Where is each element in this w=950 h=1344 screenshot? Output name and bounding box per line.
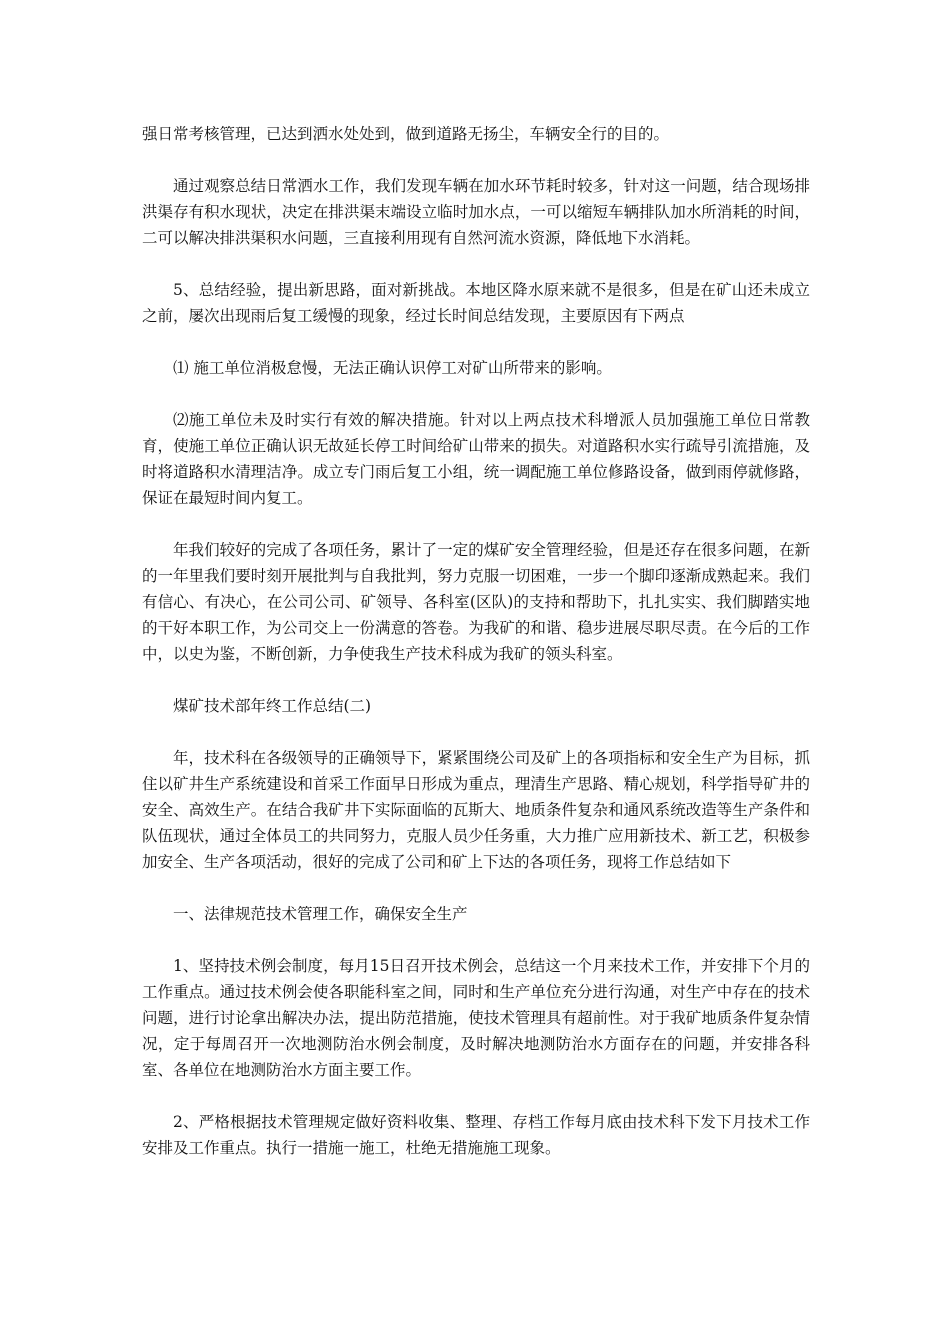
paragraph-reason-1: ⑴ 施工单位消极怠慢，无法正确认识停工对矿山所带来的影响。 — [173, 359, 612, 377]
paragraph-gap — [142, 719, 810, 745]
paragraph-gap — [142, 1083, 810, 1109]
paragraph-gap — [142, 875, 810, 901]
paragraph-item-5: 5、总结经验，提出新思路，面对新挑战。本地区降水原来就不是很多，但是在矿山还未成立之前，屡次出现雨后复工缓慢的现象，经过长时间总结发现，主要原因有下两点 — [142, 281, 810, 325]
paragraph-gap — [142, 147, 810, 173]
paragraph-gap — [142, 329, 810, 355]
heading-part-1: 一、法律规范技术管理工作，确保安全生产 — [173, 905, 468, 923]
paragraph-conclusion: 年我们较好的完成了各项任务，累计了一定的煤矿安全管理经验，但是还存在很多问题，在新的一年里我们要时刻开展批判与自我批判，努力克服一切困难，一步一个脚印逐渐成熟起来。我们有信心、有决心，在公司公司、矿领导、各科室(区队)的支持和帮助下，扎扎实实、我们脚踏实地的干好本职工作，为公司交上一份满意的答卷。为我矿的和谐、稳步进展尽职尽责。在今后的工作中，以史为鉴，不断创新，力争使我生产技术科成为我矿的领头科室。 — [142, 541, 810, 663]
section-title: 煤矿技术部年终工作总结(二) — [173, 697, 372, 715]
paragraph-gap — [142, 667, 810, 693]
paragraph-gap — [142, 927, 810, 953]
paragraph-continuation: 强日常考核管理，已达到洒水处处到，做到道路无扬尘，车辆安全行的目的。 — [142, 125, 670, 143]
paragraph-gap — [142, 251, 810, 277]
paragraph-watering: 通过观察总结日常洒水工作，我们发现车辆在加水环节耗时较多，针对这一问题，结合现场排洪渠存有积水现状，决定在排洪渠末端设立临时加水点，一可以缩短车辆排队加水所消耗的时间，二可以解决排洪渠积水问题，三直接利用现有自然河流水资源，降低地下水消耗。 — [142, 177, 810, 247]
paragraph-reason-2: ⑵施工单位未及时实行有效的解决措施。针对以上两点技术科增派人员加强施工单位日常教育，使施工单位正确认识无故延长停工时间给矿山带来的损失。对道路积水实行疏导引流措施，及时将道路积水清理洁净。成立专门雨后复工小组，统一调配施工单位修路设备，做到雨停就修路，保证在最短时间内复工。 — [142, 411, 810, 507]
paragraph-intro: 年，技术科在各级领导的正确领导下，紧紧围绕公司及矿上的各项指标和安全生产为目标，抓住以矿井生产系统建设和首采工作面早日形成为重点，理清生产思路、精心规划，科学指导矿井的安全、高效生产。在结合我矿井下实际面临的瓦斯大、地质条件复杂和通风系统改造等生产条件和队伍现状，通过全体员工的共同努力，克服人员少任务重，大力推广应用新技术、新工艺，积极参加安全、生产各项活动，很好的完成了公司和矿上下达的各项任务，现将工作总结如下 — [142, 749, 810, 871]
paragraph-gap — [142, 381, 810, 407]
document-body — [142, 121, 810, 1161]
paragraph-gap — [142, 511, 810, 537]
paragraph-item-2: 2、严格根据技术管理规定做好资料收集、整理、存档工作每月底由技术科下发下月技术工作安排及工作重点。执行一措施一施工，杜绝无措施施工现象。 — [142, 1113, 810, 1157]
paragraph-item-1: 1、坚持技术例会制度，每月15日召开技术例会，总结这一个月来技术工作，并安排下个月的工作重点。通过技术例会使各职能科室之间，同时和生产单位充分进行沟通，对生产中存在的技术问题，进行讨论拿出解决办法，提出防范措施，使技术管理具有超前性。对于我矿地质条件复杂情况，定于每周召开一次地测防治水例会制度，及时解决地测防治水方面存在的问题，并安排各科室、各单位在地测防治水方面主要工作。 — [142, 957, 810, 1079]
